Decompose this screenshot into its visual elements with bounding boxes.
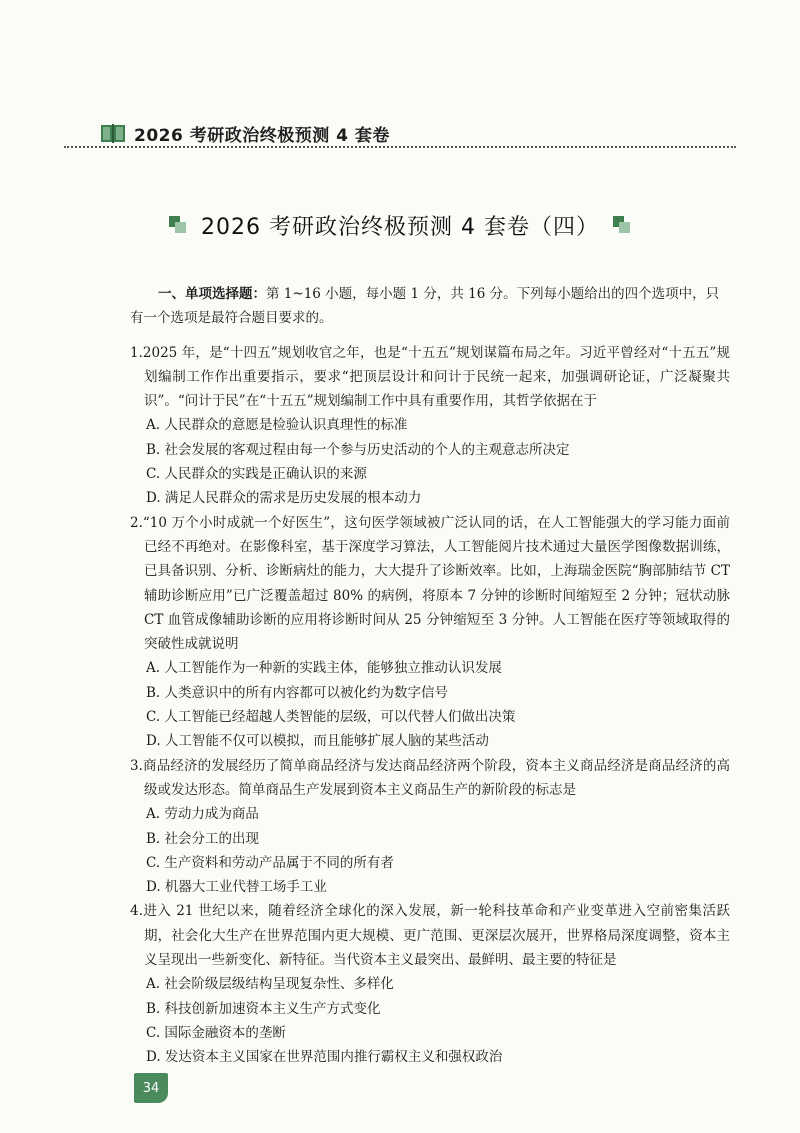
option-c: C. 生产资料和劳动产品属于不同的所有者 [146, 854, 394, 871]
question-number: 3. [130, 757, 143, 774]
option-d: D. 人工智能不仅可以模拟，而且能够扩展人脑的某些活动 [146, 733, 489, 750]
question-text: 进入 21 世纪以来，随着经济全球化的深入发展，新一轮科技革命和产业变革进入空前密集活跃期，社会化大生产在世界范围内更大规模、更广范围、更深层次展开，世界格局深度调整，资本主义呈现出一些新变化、新特征。当代资本主义最突出、最鲜明、最主要的特征是 [142, 903, 730, 969]
option-d: D. 满足人民群众的需求是历史发展的根本动力 [146, 490, 422, 507]
question-number: 2. [130, 514, 143, 531]
section-intro [130, 282, 730, 331]
question-4 [130, 899, 730, 1069]
square-deco-icon [169, 216, 187, 234]
question-stem [130, 754, 730, 803]
question-2 [130, 511, 730, 754]
option-b: B. 人类意识中的所有内容都可以被化约为数字信号 [146, 684, 449, 701]
question-text: 2025 年，是“十四五”规划收官之年，也是“十五五”规划谋篇布局之年。习近平曾经对“十五五”规划编制工作作出重要指示，要求“把顶层设计和问计于民统一起来，加强调研论证，广泛凝聚共识”。“问计于民”在“十五五”规划编制工作中具有重要作用，其哲学依据在于 [142, 344, 730, 410]
question-1 [130, 341, 730, 511]
option-b: B. 科技创新加速资本主义生产方式变化 [146, 1000, 381, 1017]
question-stem [130, 899, 730, 972]
question-number: 4. [130, 903, 143, 920]
page-number: 34 [134, 1073, 168, 1103]
option-b: B. 社会分工的出现 [146, 830, 260, 847]
header-title: 2026 考研政治终极预测 4 套卷 [134, 125, 390, 146]
question-stem [130, 511, 730, 657]
header-divider [64, 146, 736, 148]
question-number: 1. [130, 344, 143, 361]
question-text: 商品经济的发展经历了简单商品经济与发达商品经济两个阶段，资本主义商品经济是商品经济的高级或发达形态。简单商品生产发展到资本主义商品生产的新阶段的标志是 [142, 757, 730, 798]
section-instruction: 第 1~16 小题，每小题 1 分，共 16 分。下列每小题给出的四个选项中，只有一个选项是最符合题目要求的。 [130, 286, 720, 327]
page-title-text: 2026 考研政治终极预测 4 套卷（四） [201, 214, 599, 240]
option-a: A. 社会阶级层级结构呈现复杂性、多样化 [146, 976, 394, 993]
page-title [0, 208, 800, 242]
option-d: D. 发达资本主义国家在世界范围内推行霸权主义和强权政治 [146, 1049, 503, 1066]
square-deco-icon [613, 216, 631, 234]
book-icon [100, 122, 126, 144]
option-c: C. 人工智能已经超越人类智能的层级，可以代替人们做出决策 [146, 709, 516, 726]
questions-section [130, 282, 730, 1070]
option-b: B. 社会发展的客观过程由每一个参与历史活动的个人的主观意志所决定 [146, 441, 570, 458]
section-label: 一、单项选择题： [158, 286, 266, 302]
option-a: A. 人民群众的意愿是检验认识真理性的标准 [146, 417, 408, 434]
question-text: “10 万个小时成就一个好医生”，这句医学领域被广泛认同的话，在人工智能强大的学习能力面前已经不再绝对。在影像科室，基于深度学习算法，人工智能阅片技术通过大量医学图像数据训练，已具备识别、分析、诊断病灶的能力，大大提升了诊断效率。比如，上海瑞金医院“胸部肺结节 CT 辅助诊断应用”已广泛覆盖超过 80% 的病例，将原本 7 分钟的诊断时间缩短至 2 分钟；冠状动脉 CT 血管成像辅助诊断的应用将诊断时间从 25 分钟缩短至 3 分钟。人工智能在医疗等领域取得的突破性成就说明 [142, 514, 730, 653]
option-a: A. 人工智能作为一种新的实践主体，能够独立推动认识发展 [146, 660, 502, 677]
option-c: C. 人民群众的实践是正确认识的来源 [146, 466, 367, 483]
question-3 [130, 754, 730, 900]
running-header [100, 118, 720, 148]
option-c: C. 国际金融资本的垄断 [146, 1024, 286, 1041]
option-d: D. 机器大工业代替工场手工业 [146, 879, 327, 896]
question-stem [130, 341, 730, 414]
option-a: A. 劳动力成为商品 [146, 806, 259, 823]
